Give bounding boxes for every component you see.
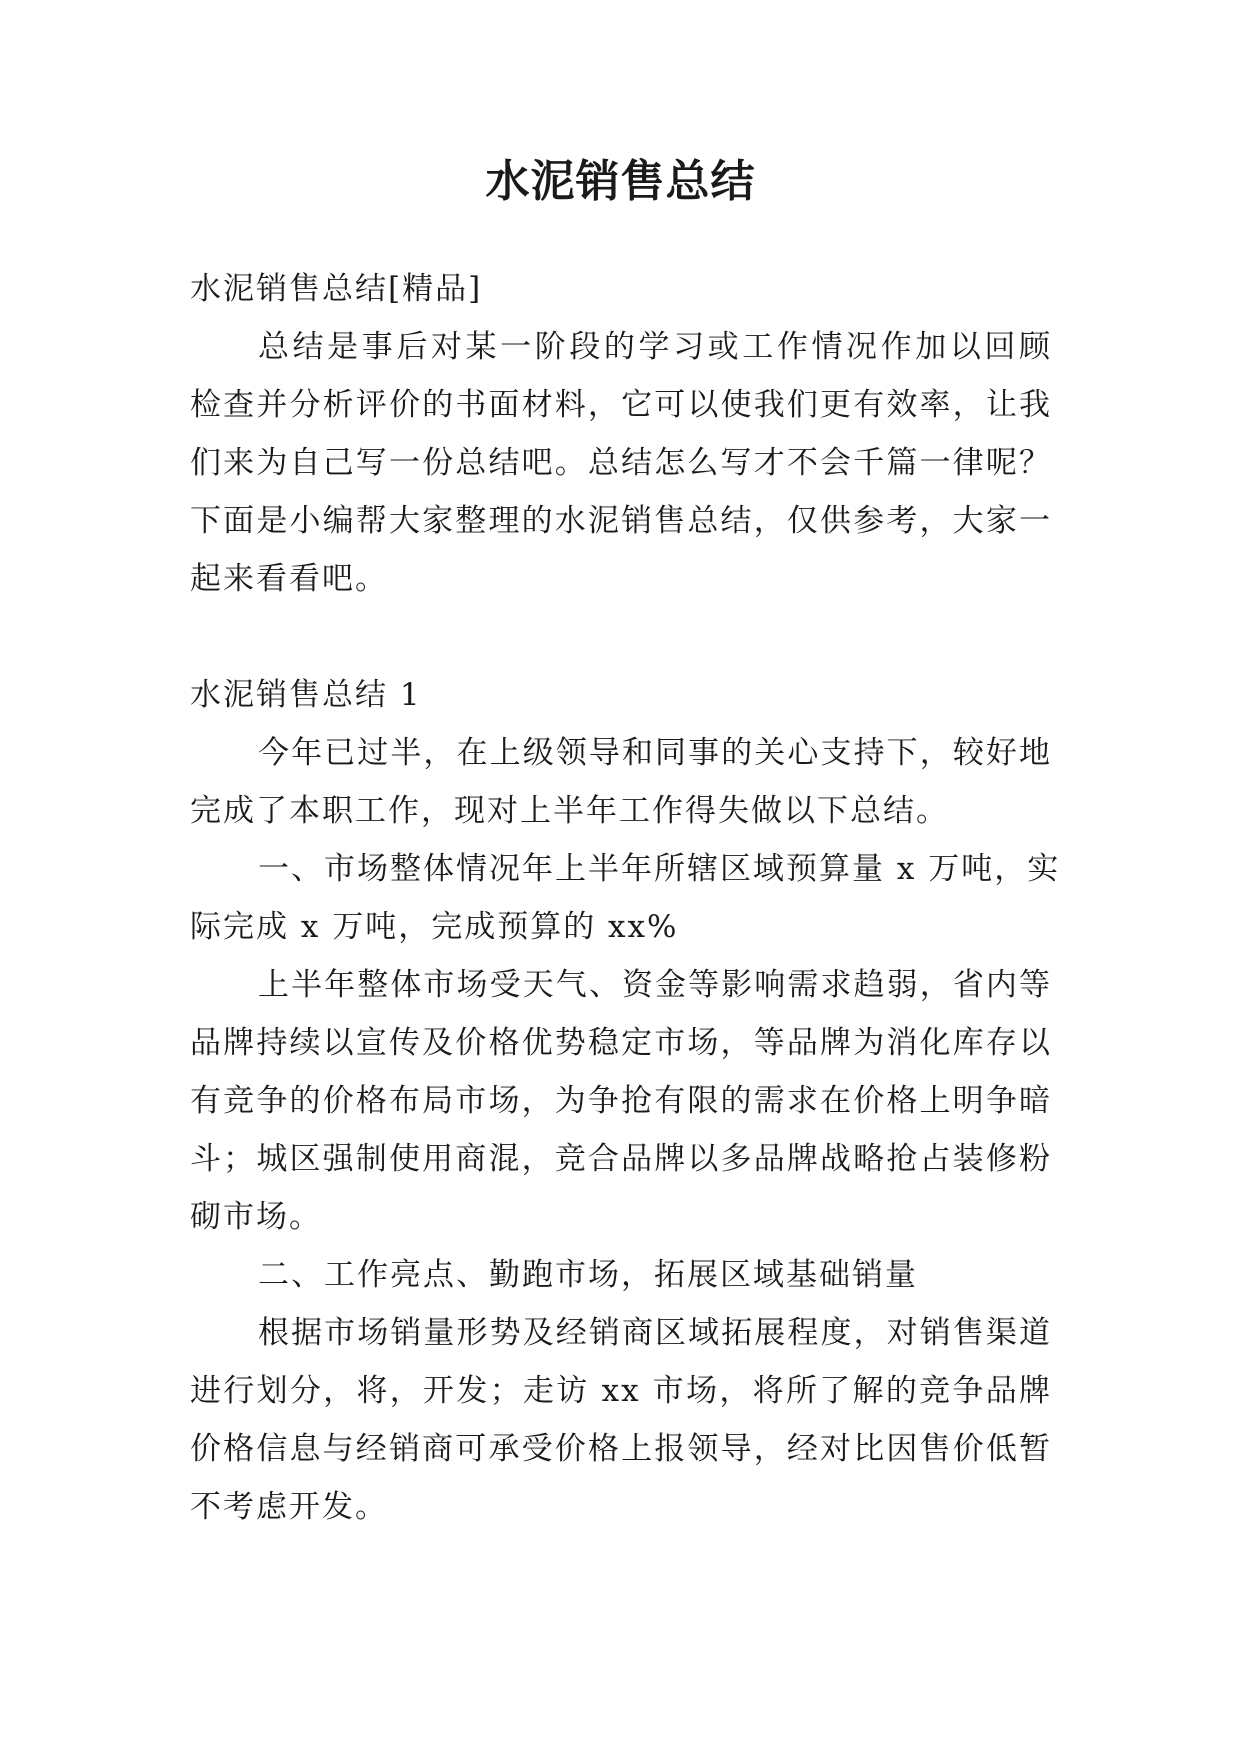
paragraph-line: 下面是小编帮大家整理的水泥销售总结，仅供参考，大家一 — [190, 503, 1052, 539]
paragraph-line: 二、工作亮点、勤跑市场，拓展区域基础销量 — [258, 1257, 918, 1293]
paragraph-line: 今年已过半，在上级领导和同事的关心支持下，较好地 — [258, 735, 1052, 771]
paragraph-line: 进行划分，将，开发；走访 xx 市场，将所了解的竞争品牌 — [190, 1373, 1052, 1409]
section1-paragraph-2 — [190, 840, 1061, 956]
paragraph-line: 完成了本职工作，现对上半年工作得失做以下总结。 — [190, 793, 949, 829]
paragraph-spacer — [190, 608, 1052, 666]
paragraph-line: 有竞争的价格布局市场，为争抢有限的需求在价格上明争暗 — [190, 1083, 1052, 1119]
document-title: 水泥销售总结 — [485, 156, 756, 207]
paragraph-line: 上半年整体市场受天气、资金等影响需求趋弱，省内等 — [258, 967, 1052, 1003]
intro-paragraph — [190, 318, 1052, 608]
paragraph-line: 们来为自己写一份总结吧。总结怎么写才不会千篇一律呢？ — [190, 445, 1052, 481]
paragraph-line: 斗；城区强制使用商混，竞合品牌以多品牌战略抢占装修粉 — [190, 1141, 1052, 1177]
document-body — [190, 260, 1061, 1536]
paragraph-line: 总结是事后对某一阶段的学习或工作情况作加以回顾 — [258, 329, 1052, 365]
section1-paragraph-1 — [190, 724, 1052, 840]
paragraph-line: 一、市场整体情况年上半年所辖区域预算量 x 万吨，实 — [258, 851, 1061, 887]
section1-paragraph-5 — [190, 1304, 1052, 1536]
section-heading: 水泥销售总结 1 — [190, 677, 422, 713]
section1-paragraph-3 — [190, 956, 1052, 1246]
paragraph-line: 不考虑开发。 — [190, 1489, 388, 1525]
paragraph-line: 根据市场销量形势及经销商区域拓展程度，对销售渠道 — [258, 1315, 1052, 1351]
paragraph-line: 检查并分析评价的书面材料，它可以使我们更有效率，让我 — [190, 387, 1052, 423]
paragraph-line: 品牌持续以宣传及价格优势稳定市场，等品牌为消化库存以 — [190, 1025, 1052, 1061]
paragraph-line: 砌市场。 — [190, 1199, 322, 1235]
paragraph-line: 际完成 x 万吨，完成预算的 xx% — [190, 909, 679, 945]
paragraph-line: 起来看看吧。 — [190, 561, 388, 597]
document-subtitle: 水泥销售总结[精品] — [190, 271, 483, 307]
paragraph-line: 价格信息与经销商可承受价格上报领导，经对比因售价低暂 — [190, 1431, 1052, 1467]
section1-paragraph-4 — [190, 1246, 1052, 1304]
